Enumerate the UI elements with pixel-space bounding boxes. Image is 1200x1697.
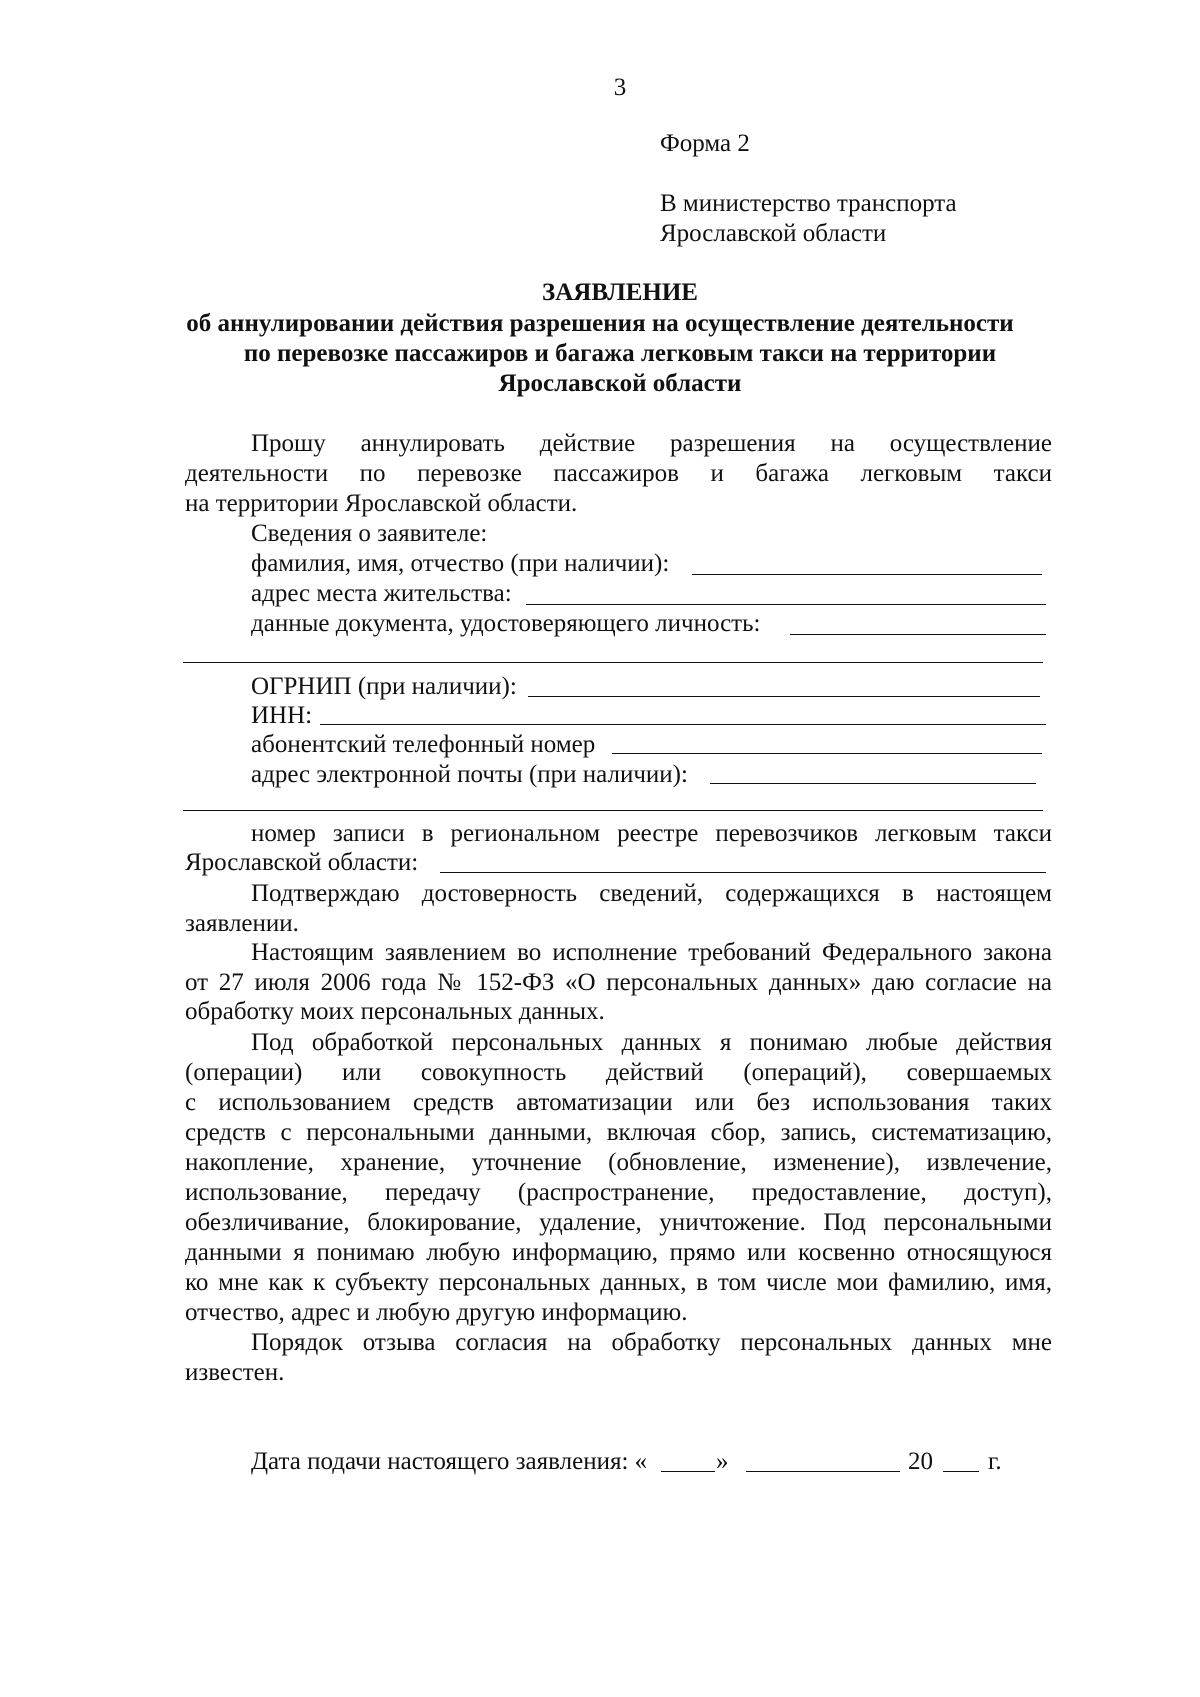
definition-line-1: Под обработкой персональных данных я понимаю любые действия <box>251 1029 1052 1056</box>
ogrnip-field[interactable] <box>528 696 1040 697</box>
date-month-field[interactable] <box>746 1471 900 1472</box>
request-line-1: Прошу аннулировать действие разрешения на осуществление <box>251 430 1052 457</box>
document-title: ЗАЯВЛЕНИЕ <box>542 279 698 306</box>
form-label: Форма 2 <box>660 130 750 157</box>
request-line-3: на территории Ярославской области. <box>185 490 578 517</box>
date-year-prefix: 20 <box>908 1448 933 1475</box>
title-line-2: по перевозке пассажиров и багажа легковым такси на территории <box>243 340 997 367</box>
inn-field[interactable] <box>320 724 1046 725</box>
withdrawal-line-1: Порядок отзыва согласия на обработку персональных данных мне <box>251 1329 1052 1356</box>
title-line-1: об аннулировании действия разрешения на осуществление деятельности <box>186 310 1014 337</box>
email-label: адрес электронной почты (при наличии): <box>251 761 688 788</box>
definition-line-2: (операции) или совокупность действий (операций), совершаемых <box>185 1059 1052 1086</box>
submission-date-label: Дата подачи настоящего заявления: « <box>251 1448 648 1475</box>
definition-line-5: накопление, хранение, уточнение (обновление, изменение), извлечение, <box>185 1149 1052 1176</box>
definition-line-7: обезличивание, блокирование, удаление, уничтожение. Под персональными <box>185 1209 1052 1236</box>
id-document-label: данные документа, удостоверяющего личность: <box>251 610 761 637</box>
ogrnip-label: ОГРНИП (при наличии): <box>251 673 517 700</box>
inn-label: ИНН: <box>251 702 313 729</box>
addressee-line-1: В министерство транспорта <box>660 190 957 217</box>
definition-line-6: использование, передачу (распространение, предоставление, доступ), <box>185 1179 1052 1206</box>
date-close-quote: » <box>716 1448 729 1475</box>
full-name-field[interactable] <box>692 574 1042 575</box>
request-line-2: деятельности по перевозке пассажиров и багажа легковым такси <box>185 460 1052 487</box>
consent-line-2: от 27 июля 2006 года № 152-ФЗ «О персональных данных» даю согласие на <box>185 969 1052 996</box>
consent-line-3: обработку моих персональных данных. <box>185 998 605 1025</box>
consent-line-1: Настоящим заявлением во исполнение требований Федерального закона <box>251 939 1052 966</box>
email-field[interactable] <box>710 783 1036 784</box>
applicant-header: Сведения о заявителе: <box>251 520 488 547</box>
email-field-continued[interactable] <box>183 810 1043 811</box>
definition-line-9: ко мне как к субъекту персональных данных, в том числе мои фамилию, имя, <box>185 1269 1052 1296</box>
withdrawal-line-2: известен. <box>185 1359 285 1386</box>
registry-line-1: номер записи в региональном реестре перевозчиков легковым такси <box>251 820 1052 847</box>
confirm-line-1: Подтверждаю достоверность сведений, содержащихся в настоящем <box>251 880 1052 907</box>
address-field[interactable] <box>526 604 1046 605</box>
id-document-field-continued[interactable] <box>183 662 1043 663</box>
definition-line-10: отчество, адрес и любую другую информацию. <box>185 1299 688 1326</box>
addressee-line-2: Ярославской области <box>660 220 887 247</box>
address-label: адрес места жительства: <box>251 580 512 607</box>
full-name-label: фамилия, имя, отчество (при наличии): <box>251 550 670 577</box>
date-year-field[interactable] <box>943 1471 979 1472</box>
id-document-field[interactable] <box>790 634 1046 635</box>
title-line-3: Ярославской области <box>498 370 742 397</box>
definition-line-8: данными я понимаю любую информацию, прямо или косвенно относящуюся <box>185 1239 1052 1266</box>
phone-field[interactable] <box>612 753 1042 754</box>
registry-line-2: Ярославской области: <box>185 849 419 876</box>
definition-line-4: средств с персональными данными, включая сбор, запись, систематизацию, <box>185 1119 1052 1146</box>
definition-line-3: с использованием средств автоматизации или без использования таких <box>185 1089 1052 1116</box>
page-number: 3 <box>613 74 627 101</box>
phone-label: абонентский телефонный номер <box>251 731 596 758</box>
confirm-line-2: заявлении. <box>185 910 299 937</box>
date-day-field[interactable] <box>661 1471 715 1472</box>
date-year-suffix: г. <box>988 1448 1002 1475</box>
registry-number-field[interactable] <box>440 872 1046 873</box>
